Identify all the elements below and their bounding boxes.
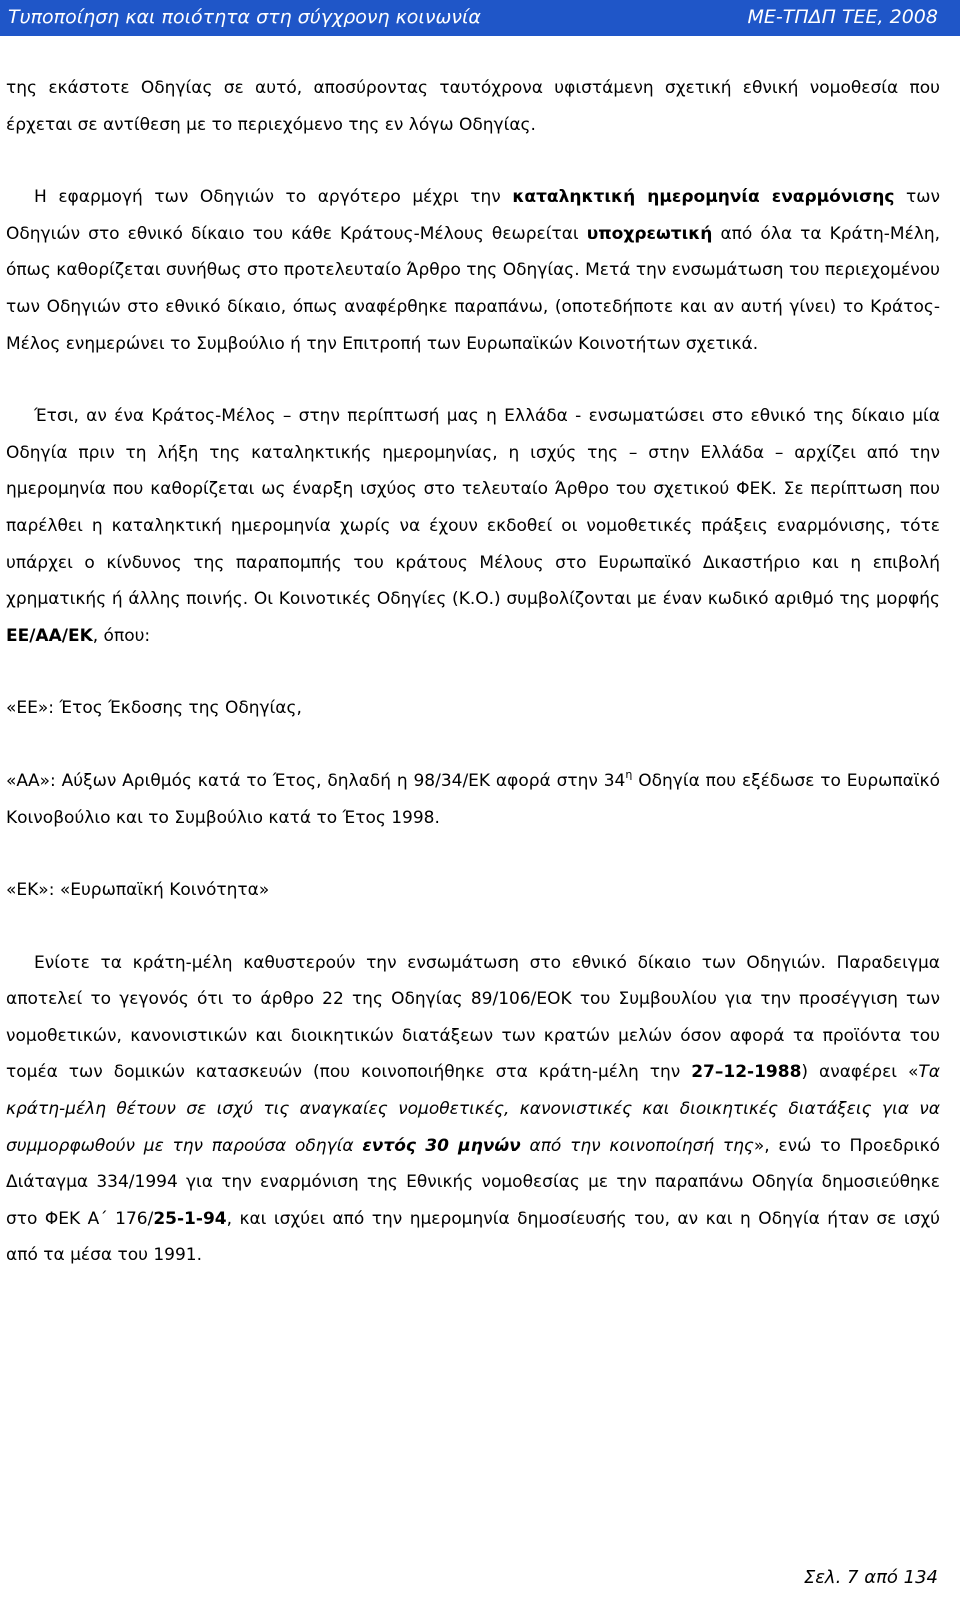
paragraph-7-text-3: », ενώ το Προεδρικό Διάταγμα 334/1994 για την εναρμόνιση της Εθνικής νομοθεσίας με την παραπάνω Οδηγία δημοσιεύθηκε στο ΦΕΚ Α΄ 176/ <box>6 1135 941 1229</box>
paragraph-2-text-3: από όλα τα Κράτη-Μέλη, όπως καθορίζεται συνήθως στο προτελευταίο Άρθρο της Οδηγίας. Μετά την ενσωμάτωση του περιεχομένου των Οδηγιών στο εθνικό δίκαιο, όπως αναφέρθηκε παραπάνω, (οποτεδήποτε και αν αυτή γίνει) το Κράτος-Μέλος ενημερώνει το Συμβούλιο ή την Επιτροπή των Ευρωπαϊκών Κοινοτήτων σχετικά. <box>6 223 940 354</box>
paragraph-2-text-1: Η εφαρμογή των Οδηγιών το αργότερο μέχρι την <box>34 187 513 208</box>
paragraph-7-text-4: , και ισχύει από την ημερομηνία δημοσίευσής του, αν και η Οδηγία ήταν σε ισχύ από τα μέσα του 1991. <box>6 1208 940 1266</box>
paragraph-7-bold-italic-30-months: εντός 30 μηνών <box>362 1135 521 1156</box>
definition-ek: «ΕΚ»: «Ευρωπαϊκή Κοινότητα» <box>6 880 270 901</box>
page-number: Σελ. 7 από 134 <box>803 1567 938 1588</box>
paragraph-gap <box>6 143 940 179</box>
paragraph-gap <box>6 654 940 690</box>
paragraph-gap <box>6 362 940 398</box>
paragraph-7 <box>6 945 940 1274</box>
paragraph-7-italic-quote-1: Τα κράτη-μέλη θέτουν σε ισχύ τις αναγκαίες νομοθετικές, κανονιστικές και διοικητικές διατάξεις για να συμμορφωθούν με την παρούσα οδηγία <box>6 1062 940 1156</box>
paragraph-3-text-1: Έτσι, αν ένα Κράτος-Μέλος – στην περίπτωσή μας η Ελλάδα - ενσωματώσει στο εθνικό της δίκαιο μία Οδηγία πριν τη λήξη της καταληκτικής ημερομηνίας, η ισχύς της – στην Ελλάδα – αρχίζει από την ημερομηνία που καθορίζεται ως έναρξη ισχύος στο τελευταίο Άρθρο του σχετικού ΦΕΚ. Σε περίπτωση που παρέλθει η καταληκτική ημερομηνία χωρίς να έχουν εκδοθεί οι νομοθετικές πράξεις εναρμόνισης, τότε υπάρχει ο κίνδυνος της παραπομπής του κράτους Μέλους στο Ευρωπαϊκό Δικαστήριο και η επιβολή χρηματικής ή άλλης ποινής. Οι Κοινοτικές Οδηγίες (Κ.Ο.) συμβολίζονται με έναν κωδικό αριθμό της μορφής <box>6 406 940 610</box>
paragraph-7-text-1: Ενίοτε τα κράτη-μέλη καθυστερούν την ενσωμάτωση στο εθνικό δίκαιο των Οδηγιών. Παραδειγμα αποτελεί το γεγονός ότι το άρθρο 22 της Οδηγίας 89/106/ΕΟΚ του Συμβουλίου για την προσέγγιση των νομοθετικών, κανονιστικών και διοικητικών διατάξεων των κρατών μελών όσον αφορά τα προϊόντα του τομέα των δομικών κατασκευών (που κοινοποιήθηκε στα κράτη-μέλη την <box>6 952 940 1083</box>
definition-aa-text-2: Οδηγία που εξέδωσε το Ευρωπαϊκό Κοινοβούλιο και το Συμβούλιο κατά το Έτος 1998. <box>6 770 940 828</box>
paragraph-1: της εκάστοτε Οδηγίας σε αυτό, αποσύροντας ταυτόχρονα υφιστάμενη σχετική εθνική νομοθεσία που έρχεται σε αντίθεση με το περιεχόμενο της εν λόγω Οδηγίας. <box>6 78 940 135</box>
paragraph-gap <box>6 909 940 945</box>
paragraph-7-italic-quote-2: από την κοινοποίησή της <box>520 1135 754 1156</box>
document-body <box>6 70 940 1274</box>
paragraph-gap <box>6 727 940 763</box>
paragraph-3-text-2: , όπου: <box>92 625 151 646</box>
paragraph-2-bold-deadline: καταληκτική ημερομηνία εναρμόνισης <box>512 187 895 208</box>
paragraph-3 <box>6 398 940 654</box>
definition-aa-superscript: η <box>625 767 633 781</box>
paragraph-2-bold-mandatory: υποχρεωτική <box>586 223 713 244</box>
paragraph-7-bold-date: 27–12-1988 <box>691 1062 802 1083</box>
header-publisher: ΜΕ-ΤΠΔΠ ΤΕΕ, 2008 <box>747 6 938 28</box>
header-title: Τυποποίηση και ποιότητα στη σύγχρονη κοινωνία <box>8 6 481 28</box>
paragraph-gap <box>6 836 940 872</box>
paragraph-3-bold-code-format: ΕΕ/ΑΑ/ΕΚ <box>6 625 93 646</box>
paragraph-7-bold-fek-date: 25-1-94 <box>153 1208 227 1229</box>
definition-ee: «ΕΕ»: Έτος Έκδοσης της Οδηγίας, <box>6 698 302 719</box>
page-header <box>0 0 960 36</box>
definition-aa <box>6 763 940 836</box>
paragraph-2 <box>6 179 940 362</box>
paragraph-7-text-2: ) αναφέρει « <box>801 1062 919 1083</box>
definition-aa-text-1: «ΑΑ»: Αύξων Αριθμός κατά το Έτος, δηλαδή η 98/34/ΕΚ αφορά στην 34 <box>6 770 626 791</box>
paragraph-2-text-2: των Οδηγιών στο εθνικό δίκαιο του κάθε Κράτους-Μέλους θεωρείται <box>6 187 940 244</box>
